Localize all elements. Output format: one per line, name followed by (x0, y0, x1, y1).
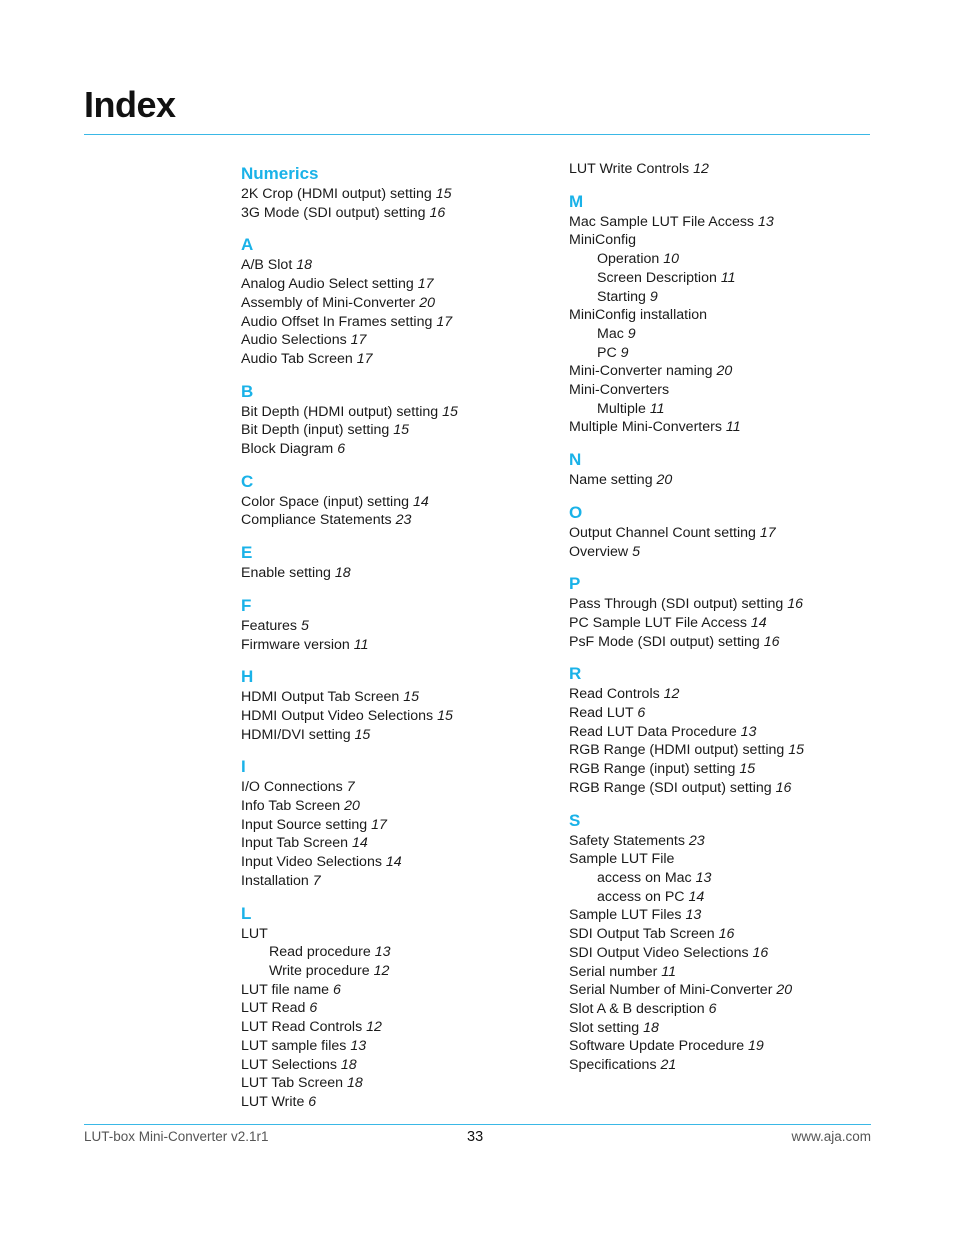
title-divider (84, 134, 870, 135)
index-entry (241, 403, 561, 422)
index-entry (241, 1056, 561, 1075)
section-letter-heading: Numerics (241, 164, 319, 183)
entry-page-link[interactable]: 11 (649, 400, 665, 417)
index-entry (241, 511, 561, 530)
entry-term: Analog Audio Select setting (241, 276, 414, 293)
entry-term: LUT Read Controls (241, 1019, 363, 1036)
entry-term: Read Controls (569, 686, 660, 703)
entry-page-link[interactable]: 17 (371, 816, 387, 833)
index-entry (241, 636, 561, 655)
entry-page-link[interactable]: 13 (374, 944, 391, 961)
index-subentry (569, 400, 889, 419)
index-section (241, 666, 561, 744)
entry-page-link[interactable]: 10 (663, 251, 680, 268)
index-entry (569, 741, 889, 760)
entry-term: Read LUT Data Procedure (569, 723, 737, 740)
index-entry (241, 797, 561, 816)
entry-page-link[interactable]: 18 (296, 257, 312, 274)
section-letter-heading: M (569, 191, 584, 211)
entry-term: Sample LUT Files (569, 907, 682, 924)
entry-page-link[interactable]: 15 (788, 742, 804, 759)
entry-term: Multiple Mini-Converters (569, 419, 722, 436)
entry-page-link[interactable]: 16 (787, 596, 803, 613)
entry-page-link[interactable]: 9 (627, 325, 636, 342)
entry-term: Slot A & B description (569, 1000, 705, 1017)
index-section (241, 163, 561, 222)
entry-page-link[interactable]: 20 (344, 798, 360, 815)
index-entry (569, 633, 889, 652)
section-letter-heading: F (241, 595, 252, 615)
entry-page-link[interactable]: 15 (435, 186, 452, 202)
index-entry (569, 524, 889, 543)
entry-term: Firmware version (241, 636, 350, 653)
entry-page-link[interactable]: 11 (720, 269, 736, 286)
index-entry (569, 1037, 889, 1056)
index-section (569, 502, 889, 561)
entry-term: Info Tab Screen (241, 798, 341, 815)
entry-term: Overview (569, 543, 629, 560)
index-section (241, 595, 561, 654)
entry-page-link[interactable]: 14 (412, 493, 429, 510)
section-letter-heading: I (241, 757, 246, 777)
index-entry (569, 704, 889, 723)
entry-term: Multiple (597, 400, 646, 417)
entry-term: Software Update Procedure (569, 1038, 745, 1055)
index-entry (241, 1093, 561, 1112)
index-entry (241, 834, 561, 853)
entry-term: Installation (241, 872, 309, 889)
entry-term: Compliance Statements (241, 512, 392, 529)
index-entry (569, 543, 889, 562)
index-subentry (569, 344, 889, 363)
entry-page-link[interactable]: 11 (661, 963, 677, 980)
entry-page-link[interactable]: 15 (403, 689, 419, 706)
index-entry (569, 471, 889, 490)
entry-term: Features (241, 617, 297, 634)
footer-divider (84, 1124, 871, 1125)
entry-term: Audio Selections (241, 332, 347, 349)
entry-page-link[interactable]: 13 (757, 213, 774, 230)
index-entry (569, 231, 889, 250)
index-column-right (569, 160, 889, 1075)
index-section (241, 542, 561, 583)
index-entry (241, 1037, 561, 1056)
entry-term: A/B Slot (241, 257, 293, 274)
index-entry (241, 204, 561, 223)
index-section (241, 234, 561, 368)
entry-page-link[interactable]: 13 (685, 907, 702, 924)
entry-term: Input Video Selections (241, 854, 382, 871)
entry-term: access on Mac (597, 869, 692, 886)
index-subentry (569, 325, 889, 344)
footer-document-title: LUT-box Mini-Converter v2.1r1 (84, 1129, 269, 1144)
entry-page-link[interactable]: 20 (419, 294, 435, 311)
entry-page-link[interactable]: 11 (353, 636, 369, 653)
entry-page-link[interactable]: 7 (346, 779, 355, 796)
entry-term: Bit Depth (input) setting (241, 422, 390, 439)
entry-page-link[interactable]: 18 (643, 1019, 659, 1036)
entry-term: LUT (241, 925, 268, 942)
entry-term: Mini-Converter naming (569, 363, 713, 380)
entry-page-link[interactable]: 17 (417, 276, 434, 293)
entry-term: Mac Sample LUT File Access (569, 213, 755, 230)
entry-term: SDI Output Tab Screen (569, 926, 715, 943)
entry-page-link[interactable]: 16 (775, 779, 792, 796)
index-column-left (241, 160, 561, 1112)
index-entry (241, 853, 561, 872)
entry-page-link[interactable]: 6 (308, 1093, 317, 1110)
entry-page-link[interactable]: 13 (740, 723, 757, 740)
index-entry (241, 564, 561, 583)
index-subentry (569, 269, 889, 288)
index-entry (241, 275, 561, 294)
entry-page-link[interactable]: 5 (632, 543, 640, 560)
index-entry (569, 723, 889, 742)
entry-term: Starting (597, 288, 646, 305)
index-entry (241, 816, 561, 835)
index-section (569, 573, 889, 651)
entry-term: Assembly of Mini-Converter (241, 294, 416, 311)
entry-page-link[interactable]: 6 (337, 441, 346, 458)
index-entry (241, 256, 561, 275)
entry-page-link[interactable]: 16 (718, 926, 735, 943)
entry-term: LUT Selections (241, 1056, 337, 1073)
index-entry (569, 779, 889, 798)
entry-term: Audio Tab Screen (241, 350, 353, 367)
entry-page-link[interactable]: 17 (356, 350, 373, 367)
index-entry (569, 381, 889, 400)
entry-term: LUT file name (241, 981, 330, 998)
index-section (569, 663, 889, 797)
index-entry (241, 925, 561, 944)
entry-term: Output Channel Count setting (569, 524, 756, 541)
entry-term: Pass Through (SDI output) setting (569, 596, 784, 613)
entry-term: Operation (597, 251, 660, 268)
index-entry (241, 617, 561, 636)
entry-page-link[interactable]: 14 (688, 888, 705, 905)
index-entry (569, 760, 889, 779)
entry-term: LUT Read (241, 1000, 306, 1017)
entry-page-link[interactable]: 5 (300, 617, 309, 634)
entry-term: Mini-Converters (569, 382, 670, 399)
entry-page-link[interactable]: 19 (748, 1038, 764, 1055)
entry-page-link[interactable]: 23 (395, 512, 412, 529)
entry-term: Bit Depth (HDMI output) setting (241, 403, 439, 420)
section-letter-heading: R (569, 664, 582, 684)
entry-page-link[interactable]: 20 (656, 472, 673, 489)
entry-page-link[interactable]: 18 (346, 1075, 363, 1092)
section-letter-heading: N (569, 450, 582, 470)
index-entry (569, 1000, 889, 1019)
section-letter-heading: H (241, 667, 254, 687)
entry-page-link[interactable]: 16 (763, 633, 780, 650)
index-entry (569, 944, 889, 963)
entry-page-link[interactable]: 20 (776, 982, 793, 999)
index-entry (569, 418, 889, 437)
index-section (569, 191, 889, 437)
entry-page-link[interactable]: 12 (373, 962, 390, 979)
entry-page-link[interactable]: 20 (716, 363, 733, 380)
index-entry (241, 493, 561, 512)
entry-page-link[interactable]: 12 (663, 686, 680, 703)
entry-page-link[interactable]: 9 (649, 288, 658, 305)
entry-term: MiniConfig installation (569, 307, 708, 324)
index-subentry (569, 888, 889, 907)
index-entry (241, 313, 561, 332)
section-letter-heading: O (569, 502, 583, 522)
entry-page-link[interactable]: 21 (660, 1057, 677, 1074)
entry-page-link[interactable]: 15 (739, 761, 756, 778)
section-letter-heading: C (241, 471, 254, 491)
index-entry (241, 294, 561, 313)
index-entry (569, 362, 889, 381)
index-section (241, 903, 561, 1112)
index-entry (569, 981, 889, 1000)
entry-term: PC Sample LUT File Access (569, 614, 747, 631)
entry-term: HDMI/DVI setting (241, 726, 351, 743)
index-entry (241, 872, 561, 891)
footer-website: www.aja.com (791, 1129, 871, 1144)
index-entry (569, 963, 889, 982)
entry-term: MiniConfig (569, 232, 637, 249)
index-entry (569, 1019, 889, 1038)
entry-term: 3G Mode (SDI output) setting (241, 204, 426, 221)
entry-page-link[interactable]: 12 (693, 161, 709, 177)
entry-term: Color Space (input) setting (241, 493, 409, 510)
entry-page-link[interactable]: 6 (708, 1000, 717, 1017)
index-section (569, 160, 889, 179)
entry-page-link[interactable]: 11 (725, 419, 741, 436)
entry-term: HDMI Output Tab Screen (241, 689, 400, 706)
entry-term: Write procedure (269, 962, 370, 979)
entry-term: Block Diagram (241, 441, 334, 458)
index-subentry (241, 962, 561, 981)
index-entry (241, 726, 561, 745)
entry-term: Audio Offset In Frames setting (241, 313, 433, 330)
index-section (241, 471, 561, 530)
section-letter-heading: A (241, 235, 254, 255)
entry-term: access on PC (597, 888, 685, 905)
entry-term: Name setting (569, 472, 653, 489)
entry-term: 2K Crop (HDMI output) setting (241, 186, 432, 202)
entry-term: PC (597, 344, 617, 361)
entry-page-link[interactable]: 7 (312, 872, 321, 889)
entry-term: PsF Mode (SDI output) setting (569, 633, 760, 650)
entry-page-link[interactable]: 16 (752, 944, 769, 961)
entry-page-link[interactable]: 14 (351, 835, 368, 852)
entry-term: I/O Connections (241, 779, 343, 796)
entry-page-link[interactable]: 6 (333, 981, 341, 998)
entry-term: RGB Range (SDI output) setting (569, 779, 772, 796)
index-entry (569, 925, 889, 944)
index-entry (569, 595, 889, 614)
index-section (241, 381, 561, 459)
entry-page-link[interactable]: 15 (442, 403, 458, 420)
entry-term: Read LUT (569, 705, 634, 722)
entry-term: Input Tab Screen (241, 835, 349, 852)
entry-term: Serial number (569, 963, 658, 980)
index-entry (569, 906, 889, 925)
entry-page-link[interactable]: 18 (334, 565, 351, 582)
entry-term: Sample LUT File (569, 851, 675, 868)
index-entry (241, 981, 561, 1000)
entry-page-link[interactable]: 17 (436, 313, 453, 330)
entry-term: LUT Write (241, 1093, 305, 1110)
index-subentry (569, 250, 889, 269)
index-entry (241, 440, 561, 459)
index-subentry (569, 869, 889, 888)
entry-term: Enable setting (241, 565, 331, 582)
index-entry (241, 331, 561, 350)
entry-term: RGB Range (HDMI output) setting (569, 742, 785, 759)
index-section (569, 449, 889, 490)
index-entry (241, 421, 561, 440)
entry-page-link[interactable]: 13 (695, 869, 712, 886)
index-entry (569, 850, 889, 869)
entry-term: Input Source setting (241, 816, 368, 833)
entry-term: LUT sample files (241, 1037, 347, 1054)
index-entry (241, 1018, 561, 1037)
index-entry (241, 350, 561, 369)
footer-page-number: 33 (467, 1129, 484, 1145)
entry-page-link[interactable]: 17 (759, 524, 776, 541)
section-letter-heading: E (241, 543, 253, 563)
entry-page-link[interactable]: 12 (366, 1019, 382, 1036)
entry-page-link[interactable]: 9 (620, 344, 629, 361)
entry-term: Safety Statements (569, 832, 685, 849)
index-section (569, 810, 889, 1075)
entry-term: Mac (597, 325, 624, 342)
entry-term: HDMI Output Video Selections (241, 707, 434, 724)
entry-page-link[interactable]: 15 (437, 707, 453, 724)
index-entry (569, 213, 889, 232)
entry-page-link[interactable]: 18 (340, 1056, 357, 1073)
entry-page-link[interactable]: 15 (393, 422, 409, 439)
entry-term: Specifications (569, 1057, 657, 1074)
entry-page-link[interactable]: 13 (350, 1037, 367, 1054)
index-entry (241, 688, 561, 707)
index-entry (569, 160, 889, 179)
index-entry (569, 685, 889, 704)
index-section (241, 756, 561, 890)
entry-page-link[interactable]: 23 (688, 832, 705, 849)
index-entry (241, 778, 561, 797)
index-entry (569, 306, 889, 325)
entry-term: Slot setting (569, 1019, 640, 1036)
index-entry (241, 999, 561, 1018)
section-letter-heading: S (569, 810, 581, 830)
entry-term: LUT Tab Screen (241, 1075, 343, 1092)
entry-page-link[interactable]: 17 (350, 332, 367, 349)
entry-term: LUT Write Controls (569, 161, 690, 177)
entry-term: SDI Output Video Selections (569, 944, 749, 961)
page-title: Index (84, 84, 176, 125)
entry-term: Serial Number of Mini-Converter (569, 982, 773, 999)
section-letter-heading: B (241, 381, 254, 401)
index-entry (241, 1074, 561, 1093)
index-entry (569, 1056, 889, 1075)
entry-page-link[interactable]: 16 (429, 204, 446, 221)
entry-page-link[interactable]: 14 (750, 614, 767, 631)
entry-term: RGB Range (input) setting (569, 761, 736, 778)
index-entry (241, 185, 561, 204)
entry-page-link[interactable]: 14 (385, 854, 402, 871)
entry-term: Read procedure (269, 944, 371, 961)
entry-page-link[interactable]: 6 (309, 1000, 318, 1017)
entry-page-link[interactable]: 15 (354, 726, 371, 743)
index-subentry (569, 288, 889, 307)
section-letter-heading: P (569, 574, 581, 594)
index-entry (241, 707, 561, 726)
entry-term: Screen Description (597, 269, 717, 286)
entry-page-link[interactable]: 6 (637, 705, 646, 722)
section-letter-heading: L (241, 903, 252, 923)
index-entry (569, 832, 889, 851)
index-entry (569, 614, 889, 633)
index-subentry (241, 943, 561, 962)
